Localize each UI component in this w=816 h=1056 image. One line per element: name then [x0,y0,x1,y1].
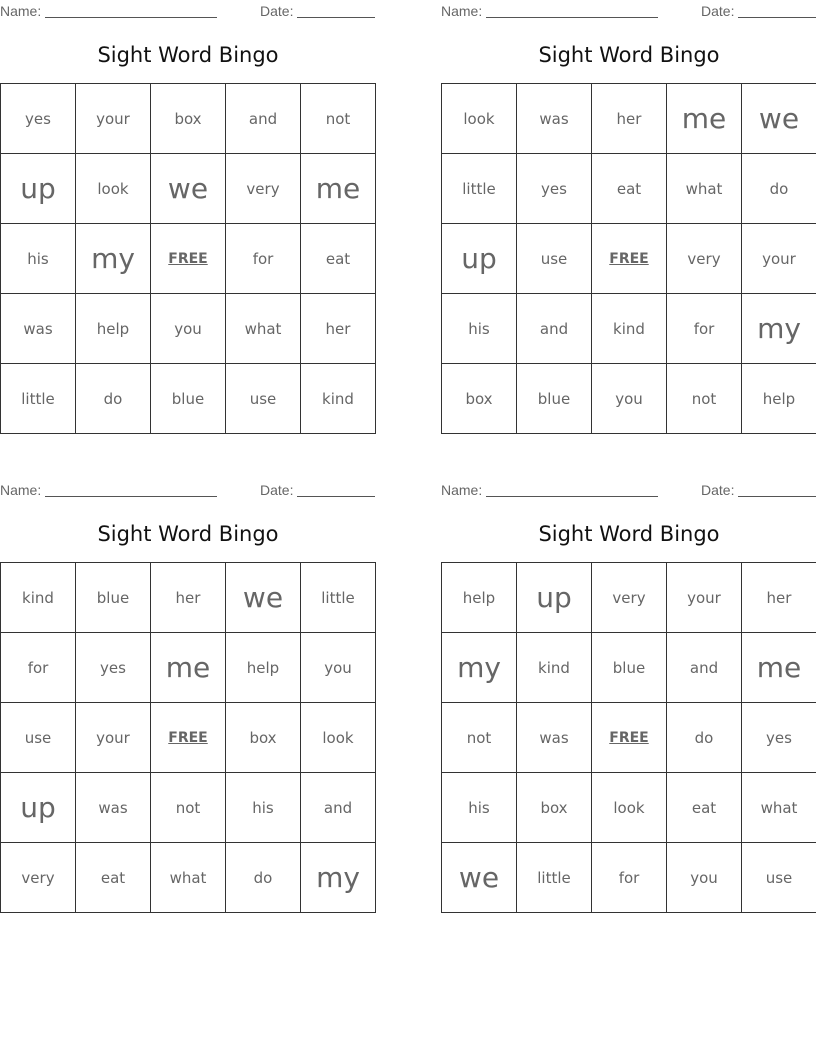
grid-cell: blue [517,364,592,434]
grid-row [1,773,376,843]
grid-cell: you [667,843,742,913]
date-label: Date: [701,482,735,498]
card-title: Sight Word Bingo [97,522,279,546]
grid-cell: my [742,294,816,364]
card-title: Sight Word Bingo [97,43,279,67]
name-label: Name: [0,482,42,498]
grid-cell: help [226,633,301,703]
grid-cell: her [592,84,667,154]
name-field-line [45,17,217,18]
grid-cell: her [301,294,376,364]
grid-cell: her [151,563,226,633]
grid-cell: for [592,843,667,913]
date-field-line [297,496,375,497]
name-label: Name: [0,3,42,19]
grid-cell: blue [151,364,226,434]
bingo-card-2 [441,0,816,435]
card-header-fields [441,2,816,20]
grid-cell: box [226,703,301,773]
grid-cell: eat [76,843,151,913]
grid-cell: do [76,364,151,434]
grid-cell: was [76,773,151,843]
grid-cell: up [442,224,517,294]
grid-cell: up [1,773,76,843]
grid-row [1,84,376,154]
grid-row [442,154,816,224]
grid-row [1,563,376,633]
grid-cell: eat [592,154,667,224]
grid-cell: blue [592,633,667,703]
grid-cell: my [442,633,517,703]
grid-cell: little [301,563,376,633]
grid-cell: very [592,563,667,633]
grid-cell: do [742,154,816,224]
grid-row [442,703,816,773]
grid-cell: for [1,633,76,703]
grid-cell: box [442,364,517,434]
grid-row [1,294,376,364]
grid-row [1,154,376,224]
grid-cell: yes [742,703,816,773]
grid-cell: box [151,84,226,154]
grid-cell: little [517,843,592,913]
grid-cell: yes [1,84,76,154]
date-field-line [738,17,816,18]
grid-cell: we [442,843,517,913]
grid-cell: my [301,843,376,913]
grid-cell: not [667,364,742,434]
grid-cell: me [301,154,376,224]
bingo-grid [0,562,376,913]
free-space-cell: FREE [592,224,667,294]
grid-cell: you [592,364,667,434]
card-title: Sight Word Bingo [538,43,720,67]
grid-cell: look [76,154,151,224]
grid-cell: what [151,843,226,913]
free-space-cell: FREE [151,703,226,773]
grid-cell: and [301,773,376,843]
grid-row [1,703,376,773]
grid-cell: help [442,563,517,633]
grid-cell: yes [517,154,592,224]
grid-cell: eat [301,224,376,294]
grid-cell: was [517,84,592,154]
grid-cell: kind [592,294,667,364]
free-space-cell: FREE [592,703,667,773]
grid-cell: help [742,364,816,434]
grid-cell: not [301,84,376,154]
grid-cell: up [1,154,76,224]
grid-row [1,843,376,913]
grid-cell: not [151,773,226,843]
free-space-cell: FREE [151,224,226,294]
grid-cell: use [1,703,76,773]
grid-cell: do [226,843,301,913]
grid-cell: and [226,84,301,154]
grid-cell: his [442,294,517,364]
grid-cell: up [517,563,592,633]
grid-cell: kind [517,633,592,703]
grid-cell: eat [667,773,742,843]
grid-cell: box [517,773,592,843]
grid-cell: you [151,294,226,364]
bingo-grid [441,562,816,913]
grid-row [442,224,816,294]
grid-cell: use [226,364,301,434]
grid-cell: we [151,154,226,224]
bingo-card-3 [0,479,376,914]
grid-cell: blue [76,563,151,633]
grid-cell: look [301,703,376,773]
card-title: Sight Word Bingo [538,522,720,546]
bingo-card-4 [441,479,816,914]
date-label: Date: [260,482,294,498]
grid-cell: me [667,84,742,154]
grid-row [442,773,816,843]
grid-cell: help [76,294,151,364]
grid-cell: kind [1,563,76,633]
grid-cell: look [592,773,667,843]
card-header-fields [0,481,376,499]
name-label: Name: [441,3,483,19]
date-label: Date: [701,3,735,19]
grid-cell: for [667,294,742,364]
card-header-fields [441,481,816,499]
grid-row [442,563,816,633]
grid-cell: very [1,843,76,913]
grid-cell: very [226,154,301,224]
grid-cell: use [517,224,592,294]
grid-cell: your [76,703,151,773]
grid-cell: what [742,773,816,843]
grid-cell: was [1,294,76,364]
grid-cell: little [442,154,517,224]
grid-cell: his [442,773,517,843]
grid-cell: me [742,633,816,703]
bingo-grid [441,83,816,434]
name-field-line [45,496,217,497]
grid-cell: your [742,224,816,294]
grid-cell: look [442,84,517,154]
grid-cell: your [76,84,151,154]
bingo-grid [0,83,376,434]
grid-row [1,633,376,703]
grid-cell: kind [301,364,376,434]
grid-cell: my [76,224,151,294]
grid-cell: and [517,294,592,364]
date-field-line [738,496,816,497]
grid-row [442,843,816,913]
grid-row [442,633,816,703]
grid-cell: was [517,703,592,773]
grid-cell: her [742,563,816,633]
grid-cell: for [226,224,301,294]
grid-cell: what [667,154,742,224]
grid-row [1,224,376,294]
grid-cell: yes [76,633,151,703]
grid-cell: his [226,773,301,843]
grid-cell: very [667,224,742,294]
grid-cell: me [151,633,226,703]
grid-cell: not [442,703,517,773]
grid-cell: little [1,364,76,434]
grid-cell: we [226,563,301,633]
grid-cell: we [742,84,816,154]
grid-row [442,294,816,364]
bingo-card-1 [0,0,376,435]
grid-cell: use [742,843,816,913]
grid-row [1,364,376,434]
grid-row [442,364,816,434]
date-label: Date: [260,3,294,19]
grid-cell: and [667,633,742,703]
name-field-line [486,496,658,497]
date-field-line [297,17,375,18]
name-label: Name: [441,482,483,498]
grid-cell: his [1,224,76,294]
grid-cell: your [667,563,742,633]
grid-row [442,84,816,154]
grid-cell: do [667,703,742,773]
name-field-line [486,17,658,18]
card-header-fields [0,2,376,20]
grid-cell: you [301,633,376,703]
grid-cell: what [226,294,301,364]
